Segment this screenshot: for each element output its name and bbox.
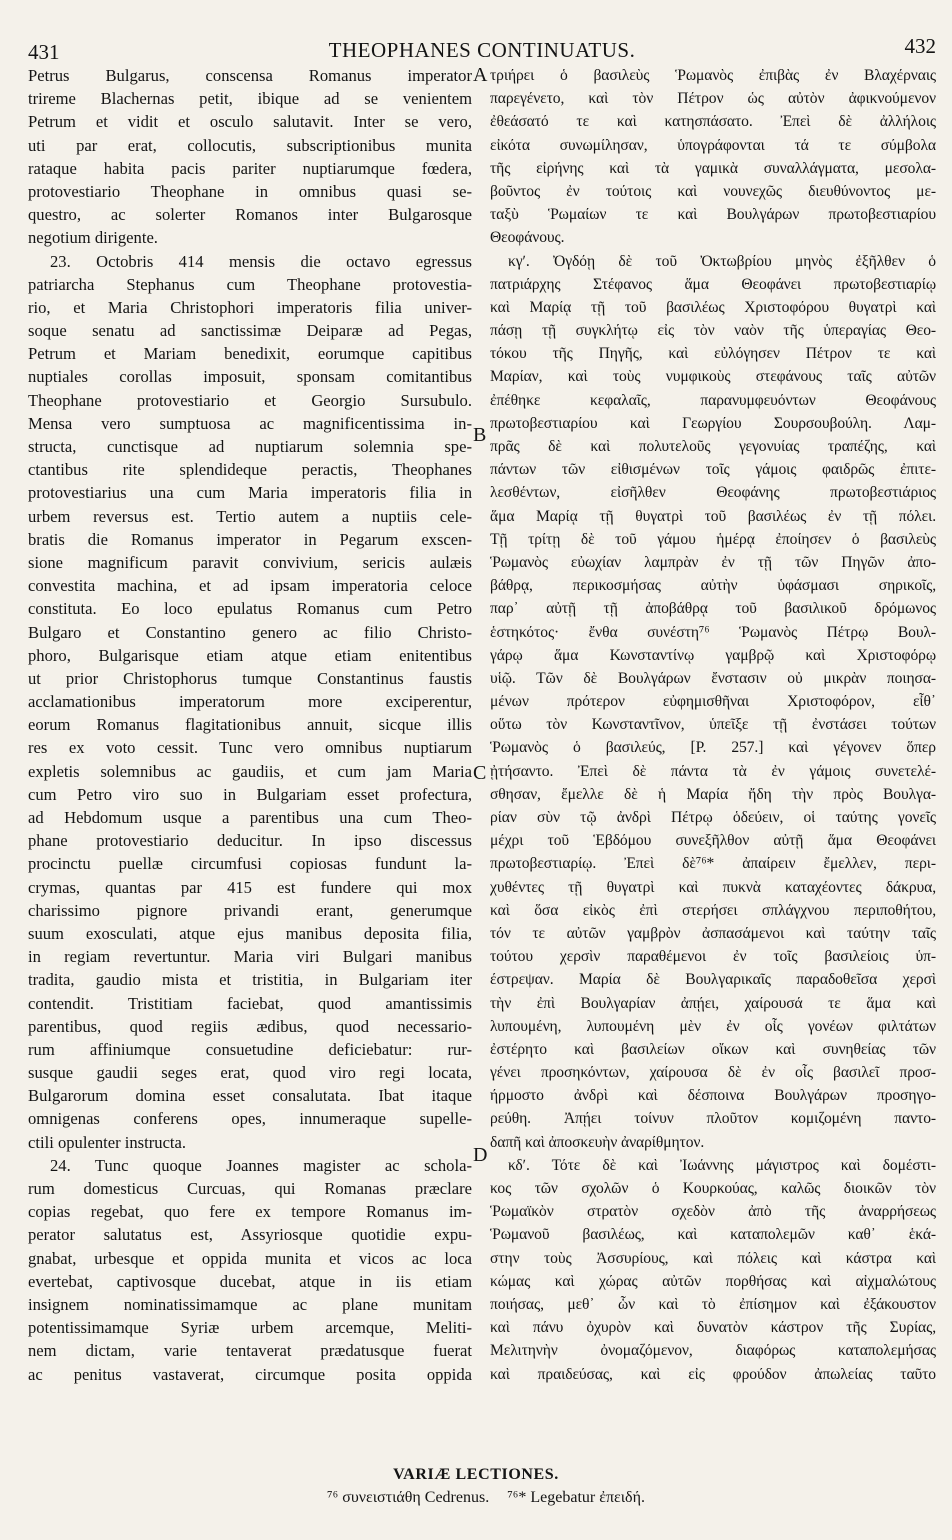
greek-text-line: Τῇ τρίτῃ δὲ τοῦ γάμου ἡμέρᾳ ἐποίησεν ὁ βασιλεὺς (490, 530, 936, 548)
greek-text-line: πατριάρχης Στέφανος ἅμα Θεοφάνει πρωτοβεστιαρίῳ (490, 275, 936, 293)
greek-text-line: ἑστηκότος· ἔνθα συνέστη⁷⁶ Ῥωμανὸς Πέτρῳ Βουλ- (490, 623, 936, 641)
greek-text-line: ᾐτήσαντο. Ἐπεὶ δὲ πάντα τὰ ἐν γάμοις συνετελέ- (490, 762, 936, 780)
greek-text-line: πάντων τῶν εἰθισμένων τοῖς γάμοις φαιδρῶς ἐπιτε- (490, 461, 936, 479)
latin-text-line: rataque habita pacis pariter nuptiarumque fœdera, (28, 158, 472, 178)
latin-text-line: ctantibus rite splendideque peractis, Theophanes (28, 460, 472, 480)
latin-text-line: Bulgarorum domina esset consalutata. Ibat itaque (28, 1086, 472, 1106)
greek-text-line: καὶ πάνυ ὀχυρὸν καὶ δυνατὸν κάστρον τῆς Συρίας, (490, 1319, 936, 1337)
greek-text-line: κος τῶν σχολῶν ὁ Κουρκούας, καλῶς διοικῶν τὸν (490, 1180, 936, 1197)
greek-text-line: μένων πρότερον εὐφημισθῆναι Χριστοφόρον, εἶθ᾽ (490, 693, 936, 711)
latin-text-line: evertebat, captivosque ducebat, atque in iis etiam (28, 1271, 472, 1291)
latin-text-line: parentibus, quod regiis ædibus, quod necessario- (28, 1016, 472, 1036)
latin-text-line: rio, et Maria Christophori imperatoris filia univer- (28, 297, 472, 317)
page-header (28, 34, 936, 64)
margin-letter-d: D (473, 1144, 488, 1166)
latin-text-line: patriarcha Stephanus cum Theophane protovestia- (28, 274, 472, 294)
greek-text-line: ἐθεάσατό τε καὶ κατησπάσατο. Ἐπεὶ δὲ ἀλλήλοις (490, 113, 936, 131)
latin-text-line: rum domesticus Curcuas, qui Romanas præclare (28, 1179, 472, 1198)
greek-text-line: Θεοφάνους. (490, 229, 565, 247)
latin-text-line: eorum Romanus flagitationibus annuit, sicque illis (28, 715, 472, 735)
latin-text-line: potentissimamque Syriæ urbem arcemque, Meliti- (28, 1318, 472, 1338)
latin-text-line: Petrum et vidit et osculo salutavit. Inter se vero, (28, 112, 472, 132)
greek-text-line: παρεγένετο, καὶ τὸν Πέτρον ὡς αὐτὸν ἀφικνούμενον (490, 90, 936, 108)
latin-text-line: nem dictam, varie tentaverat prædatusque fuerat (28, 1341, 472, 1361)
latin-text-line: ut prior Christophorus tumque Constantinus faustis (28, 668, 472, 688)
greek-text-line: ἐστέρητο καὶ βασιλείων οἴκων καὶ συνηθείας τῶν (490, 1040, 936, 1058)
latin-text-line: uti par erat, collocutis, subscriptionibus munita (28, 135, 472, 155)
greek-text-line: τόν τε αὐτῶν γαμβρὸν ἀσπασάμενοι καὶ ταύτην ταῖς (490, 924, 936, 942)
greek-text-line: καὶ ὅσα εἰκὸς ἐπὶ στερήσει σπλάγχνου περιποθήτου, (490, 901, 936, 919)
variae-lectiones-heading: VARIÆ LECTIONES. (393, 1466, 559, 1483)
greek-text-line: Ῥωμανοῦ βασιλέως, καὶ καταπολεμῶν καθ᾽ ἑκά- (490, 1226, 936, 1244)
latin-text-line: questro, ac solerter Romanos inter Bulgarosque (28, 205, 472, 225)
latin-text-line: insignem nominatissimamque ac plane munitam (28, 1294, 472, 1314)
latin-text-line: perator salutatus est, Assyriosque quotidie expu- (28, 1225, 472, 1245)
greek-text-line: ρεύθη. Ἀπῄει τοίνυν πλοῦτον κομιζομένη παντο- (490, 1110, 936, 1128)
footnote-76: ⁷⁶ συνειστιάθη Cedrenus. (327, 1489, 490, 1506)
latin-text-line: Petrus Bulgarus, conscensa Romanus imperator (28, 66, 472, 85)
footnotes (60, 1489, 912, 1507)
greek-text-line: Ῥωμαϊκὸν στρατὸν σχεδὸν ἀπὸ τῆς ἀναρρήσεως (490, 1203, 936, 1221)
greek-text-line: λυπουμένη, λυπουμένη μὲν ἐν οἷς γονέων φιλτάτων (490, 1017, 936, 1035)
greek-text-line: ἐπέθηκε κεφαλαῖς, παρανυμφευόντων Θεοφάνους (490, 391, 936, 409)
latin-text-line: suum exosculati, atque ejus manibus deposita filia, (28, 923, 472, 943)
greek-text-line: υἱῷ. Τῶν δὲ Βουλγάρων ἔνστασιν οὐ μικρὰν ποιησα- (490, 669, 936, 687)
greek-text-line: Μελιτηνὴν ὀνομαζόμενον, διαφόρως καταπολεμήσας (490, 1342, 936, 1360)
running-title: THEOPHANES CONTINUATUS. (328, 38, 636, 62)
latin-text-line: res ex voto cessit. Tunc vero omnibus nuptiarum (28, 738, 472, 758)
greek-text-line: τριήρει ὁ βασιλεὺς Ῥωμανὸς ἐπιβὰς ἐν Βλαχέρναις (490, 67, 936, 84)
greek-text-line: πρωτοβεστιαρίου καὶ Γεωργίου Σουρσουβούλη. Λαμ- (490, 414, 936, 432)
greek-text-line: μέχρι τοῦ Ἑβδόμου συνεξῆλθον αὐτῇ ἅμα Θεοφάνει (490, 832, 936, 850)
greek-text-line: οὕτω τὸν Κωνσταντῖνον, ὑπεῖξε τῇ ἐνστάσει τούτων (490, 716, 936, 734)
latin-text-line: convestita machina, et ad ipsam imperatoria celoce (28, 576, 472, 596)
latin-text-line: sione magnificum paravit convivium, sericis aulæis (28, 552, 472, 572)
latin-text-line: phane protovestiario deducitur. In ipso discessus (28, 831, 472, 851)
margin-letter-a: A (473, 64, 488, 86)
greek-text-line: πρωτοβεστιαρίῳ. Ἐπεὶ δὲ⁷⁶* ἀπαίρειν ἔμελλεν, περι- (490, 855, 936, 873)
greek-text-line: ταξὺ Ῥωμαίων τε καὶ Βουλγάρων πρωτοβεστιαρίου (490, 206, 936, 224)
latin-text-line: Bulgaro et Constantino genero ac filio Christo- (28, 622, 472, 642)
latin-text-line: gnabat, urbesque et oppida munita et vicos ac loca (28, 1248, 472, 1268)
latin-text-line: phoro, Bulgarisque etiam atque etiam enitentibus (28, 645, 472, 665)
greek-text-line: δαπῆ καὶ ἀποσκευὴν ἀναρίθμητον. (490, 1133, 705, 1151)
latin-text-line: procinctu puellæ circumfusi copiosas fundunt la- (28, 854, 472, 874)
greek-text-line: πρᾶς δὲ καὶ πολυτελοῦς γεγονυίας τραπέζης, καὶ (490, 438, 936, 455)
greek-text-line: κώμας καὶ χώρας αὐτῶν πορθήσας καὶ αἰχμαλώτους (490, 1272, 936, 1290)
page-number-left: 431 (28, 40, 60, 64)
greek-text-line: κγʹ. Ὀγδόῃ δὲ τοῦ Ὀκτωβρίου μηνὸς ἐξῆλθεν ὁ (508, 252, 936, 270)
latin-text-line: Theophane protovestiario et Georgio Sursubulo. (28, 390, 472, 410)
greek-text-line: τὴν ἐπὶ Βουλγαρίαν ἀπῄει, χαίρουσά τε ἅμα καὶ (490, 994, 936, 1012)
latin-text-line: ac penitus vastaverat, circumque posita oppida (28, 1364, 472, 1384)
greek-text-line: σθησαν, ἔμελλε δὲ ἡ Μαρία ἤδη τὴν πρὸς Βουλγα- (490, 785, 936, 803)
latin-text-line: protovestiario Theophane in omnibus quasi se- (28, 181, 472, 201)
greek-text-line: ποιήσας, μεθ᾽ ὧν καὶ τὸ ἐπίσημον καὶ ἐξάκουστον (490, 1295, 936, 1313)
latin-text-line: 24. Tunc quoque Joannes magister ac schola- (50, 1155, 472, 1175)
greek-text-line: κδʹ. Τότε δὲ καὶ Ἰωάννης μάγιστρος καὶ δομέστι- (508, 1156, 936, 1174)
latin-text-line: tradita, gaudio mista et tristitia, in Bulgariam iter (28, 970, 472, 990)
page-number-right: 432 (904, 34, 936, 58)
greek-text-line: καὶ Μαρίᾳ τῇ τοῦ βασιλέως Χριστοφόρου θυγατρὶ καὶ (490, 298, 936, 316)
latin-text-line: copias regebat, quo fere ex tempore Romanus im- (28, 1202, 472, 1222)
latin-text-line: omnigenas conferens opes, innumeraque supelle- (28, 1109, 472, 1129)
greek-text-line: γένει προσηκόντων, χαίρουσα δὲ ἐν οἷς βασιλεῖ προσ- (490, 1064, 936, 1082)
greek-text-line: λεσθέντων, εἰσῆλθεν Θεοφάνης πρωτοβεστιάριος (490, 484, 936, 502)
latin-text-line: Petrum et Mariam benedixit, eorumque capitibus (28, 344, 472, 364)
greek-text-line: τόκου τῆς Πηγῆς, καὶ εὐλόγησεν Πέτρον τε καὶ (490, 345, 936, 363)
greek-text-line: τῆς εἰρήνης καὶ τὰ γαμικὰ συναλλάγματα, μεσολα- (490, 159, 936, 177)
footnote-76-star: ⁷⁶* Legebatur ἐπειδή. (507, 1489, 645, 1506)
greek-text-line: ήρμοστο ἀνδρὶ καὶ δέσποινα Βουλγάρων προσηγο- (490, 1087, 936, 1105)
latin-text-line: charissimo pignore privandi erant, generumque (28, 900, 472, 920)
greek-text-line: εἰκότα συνωμίλησαν, ὑπογράφονται τά τε σύμβολα (490, 136, 936, 154)
latin-text-line: ctili opulenter instructa. (28, 1132, 187, 1152)
greek-text-line: Ῥωμανὸς εὐωχίαν λαμπρὰν ἐν τῇ τῶν Πηγῶν ἀπο- (490, 553, 936, 571)
greek-text-line: χυθέντες τῇ θυγατρὶ καὶ πυκνὰ καταχέοντες δάκρυα, (490, 878, 936, 896)
greek-column (490, 64, 936, 1386)
latin-text-line: nuptiales corollas imposuit, sponsam comitantibus (28, 367, 472, 387)
greek-text-line: παρ᾽ αὐτῇ τῇ ἀποβάθρᾳ τοῦ βασιλικοῦ δρόμωνος (490, 600, 936, 618)
latin-text-line: trireme Blachernas petit, ibique ad se venientem (28, 89, 472, 109)
greek-text-line: ἅμα Μαρίᾳ τῇ θυγατρὶ τοῦ βασιλέως ἐν τῇ πόλει. (490, 507, 936, 525)
latin-text-line: protovestiarius una cum Maria imperatoris filia in (28, 483, 472, 503)
latin-text-line: urbem reversus est. Tertio autem a nuptiis cele- (28, 506, 472, 526)
greek-text-line: βάθρᾳ, περικοσμήσας αὐτὴν ὑφάσμασι σηρικοῖς, (490, 577, 936, 595)
latin-text-line: constituta. Eo loco epulatus Romanus cum Petro (28, 599, 472, 619)
latin-text-line: contendit. Tristitiam faciebat, quod amantissimis (28, 993, 472, 1013)
greek-text-line: πάσῃ τῇ συγκλήτῳ εἰς τὸν ναὸν τῆς ὑπεραγίας Θεο- (490, 322, 936, 340)
greek-text-line: ρίαν σὺν τῷ ἀνδρὶ Πέτρῳ ὁδεύειν, οἱ ταύτης γονεῖς (490, 809, 936, 826)
greek-text-line: γάρῳ ἅμα Κωνσταντίνῳ γαμβρῷ καὶ Χριστοφόρῳ (490, 646, 936, 664)
latin-text-line: susque gaudii seges erat, quod viro regi locata, (28, 1063, 472, 1083)
latin-text-line: expletis solemnibus ac gaudiis, et cum jam Maria (28, 761, 472, 781)
greek-text-line: έστρεψαν. Μαρία δὲ Βουλγαρικαῖς παραδοθεῖσα χερσὶ (490, 971, 936, 989)
latin-text-line: soque senatu ad sanctissimæ Deiparæ ad Pegas, (28, 321, 472, 341)
greek-text-line: Μαρίαν, καὶ τοὺς νυμφικοὺς στεφάνους ταῖς αὐτῶν (490, 368, 936, 386)
greek-text-line: στην τοὺς Ἀσσυρίους, καὶ πόλεις καὶ κάστρα καὶ (490, 1249, 936, 1267)
latin-column (28, 64, 472, 1386)
latin-text-line: cum Petro viro suo in Bulgariam esset profectura, (28, 784, 472, 804)
latin-text-line: ad Hebdomum usque a parentibus una cum Theo- (28, 808, 472, 827)
latin-text-line: in regiam revertuntur. Maria viri Bulgari manibus (28, 947, 472, 967)
greek-text-line: βοῦντος ἐν τούτοις καὶ νουνεχῶς διευθύνοντος με- (490, 182, 936, 200)
latin-text-line: crymas, quantas par 415 est fundere qui mox (28, 877, 472, 897)
latin-text-line: acclamationibus imperatorum more exciperentur, (28, 692, 472, 712)
margin-letter-b: B (473, 424, 487, 446)
greek-text-line: τούτου χερσὶν παραθέμενοι ἐν τοῖς βασιλείοις ὑπ- (490, 948, 936, 966)
greek-text-line: καὶ πραιδεύσας, καὶ εἰς φρούδον ἀπωλείας ταῦτο (490, 1365, 936, 1383)
latin-text-line: rum affiniumque consuetudine deficiebatur: rur- (28, 1039, 472, 1059)
latin-text-line: Mensa vero sumptuosa ac magnificentissima in- (28, 413, 472, 433)
latin-text-line: negotium dirigente. (28, 228, 158, 248)
latin-text-line: bratis die Romanus imperator in Pegarum exscen- (28, 529, 472, 549)
latin-text-line: structa, cunctisque ad nuptiarum solemnia spe- (28, 437, 472, 456)
margin-letter-c: C (473, 762, 487, 784)
greek-text-line: Ῥωμανὸς ὁ βασιλεύς, [P. 257.] καὶ γέγονεν ὅπερ (490, 739, 936, 757)
latin-text-line: 23. Octobris 414 mensis die octavo egressus (50, 251, 472, 271)
